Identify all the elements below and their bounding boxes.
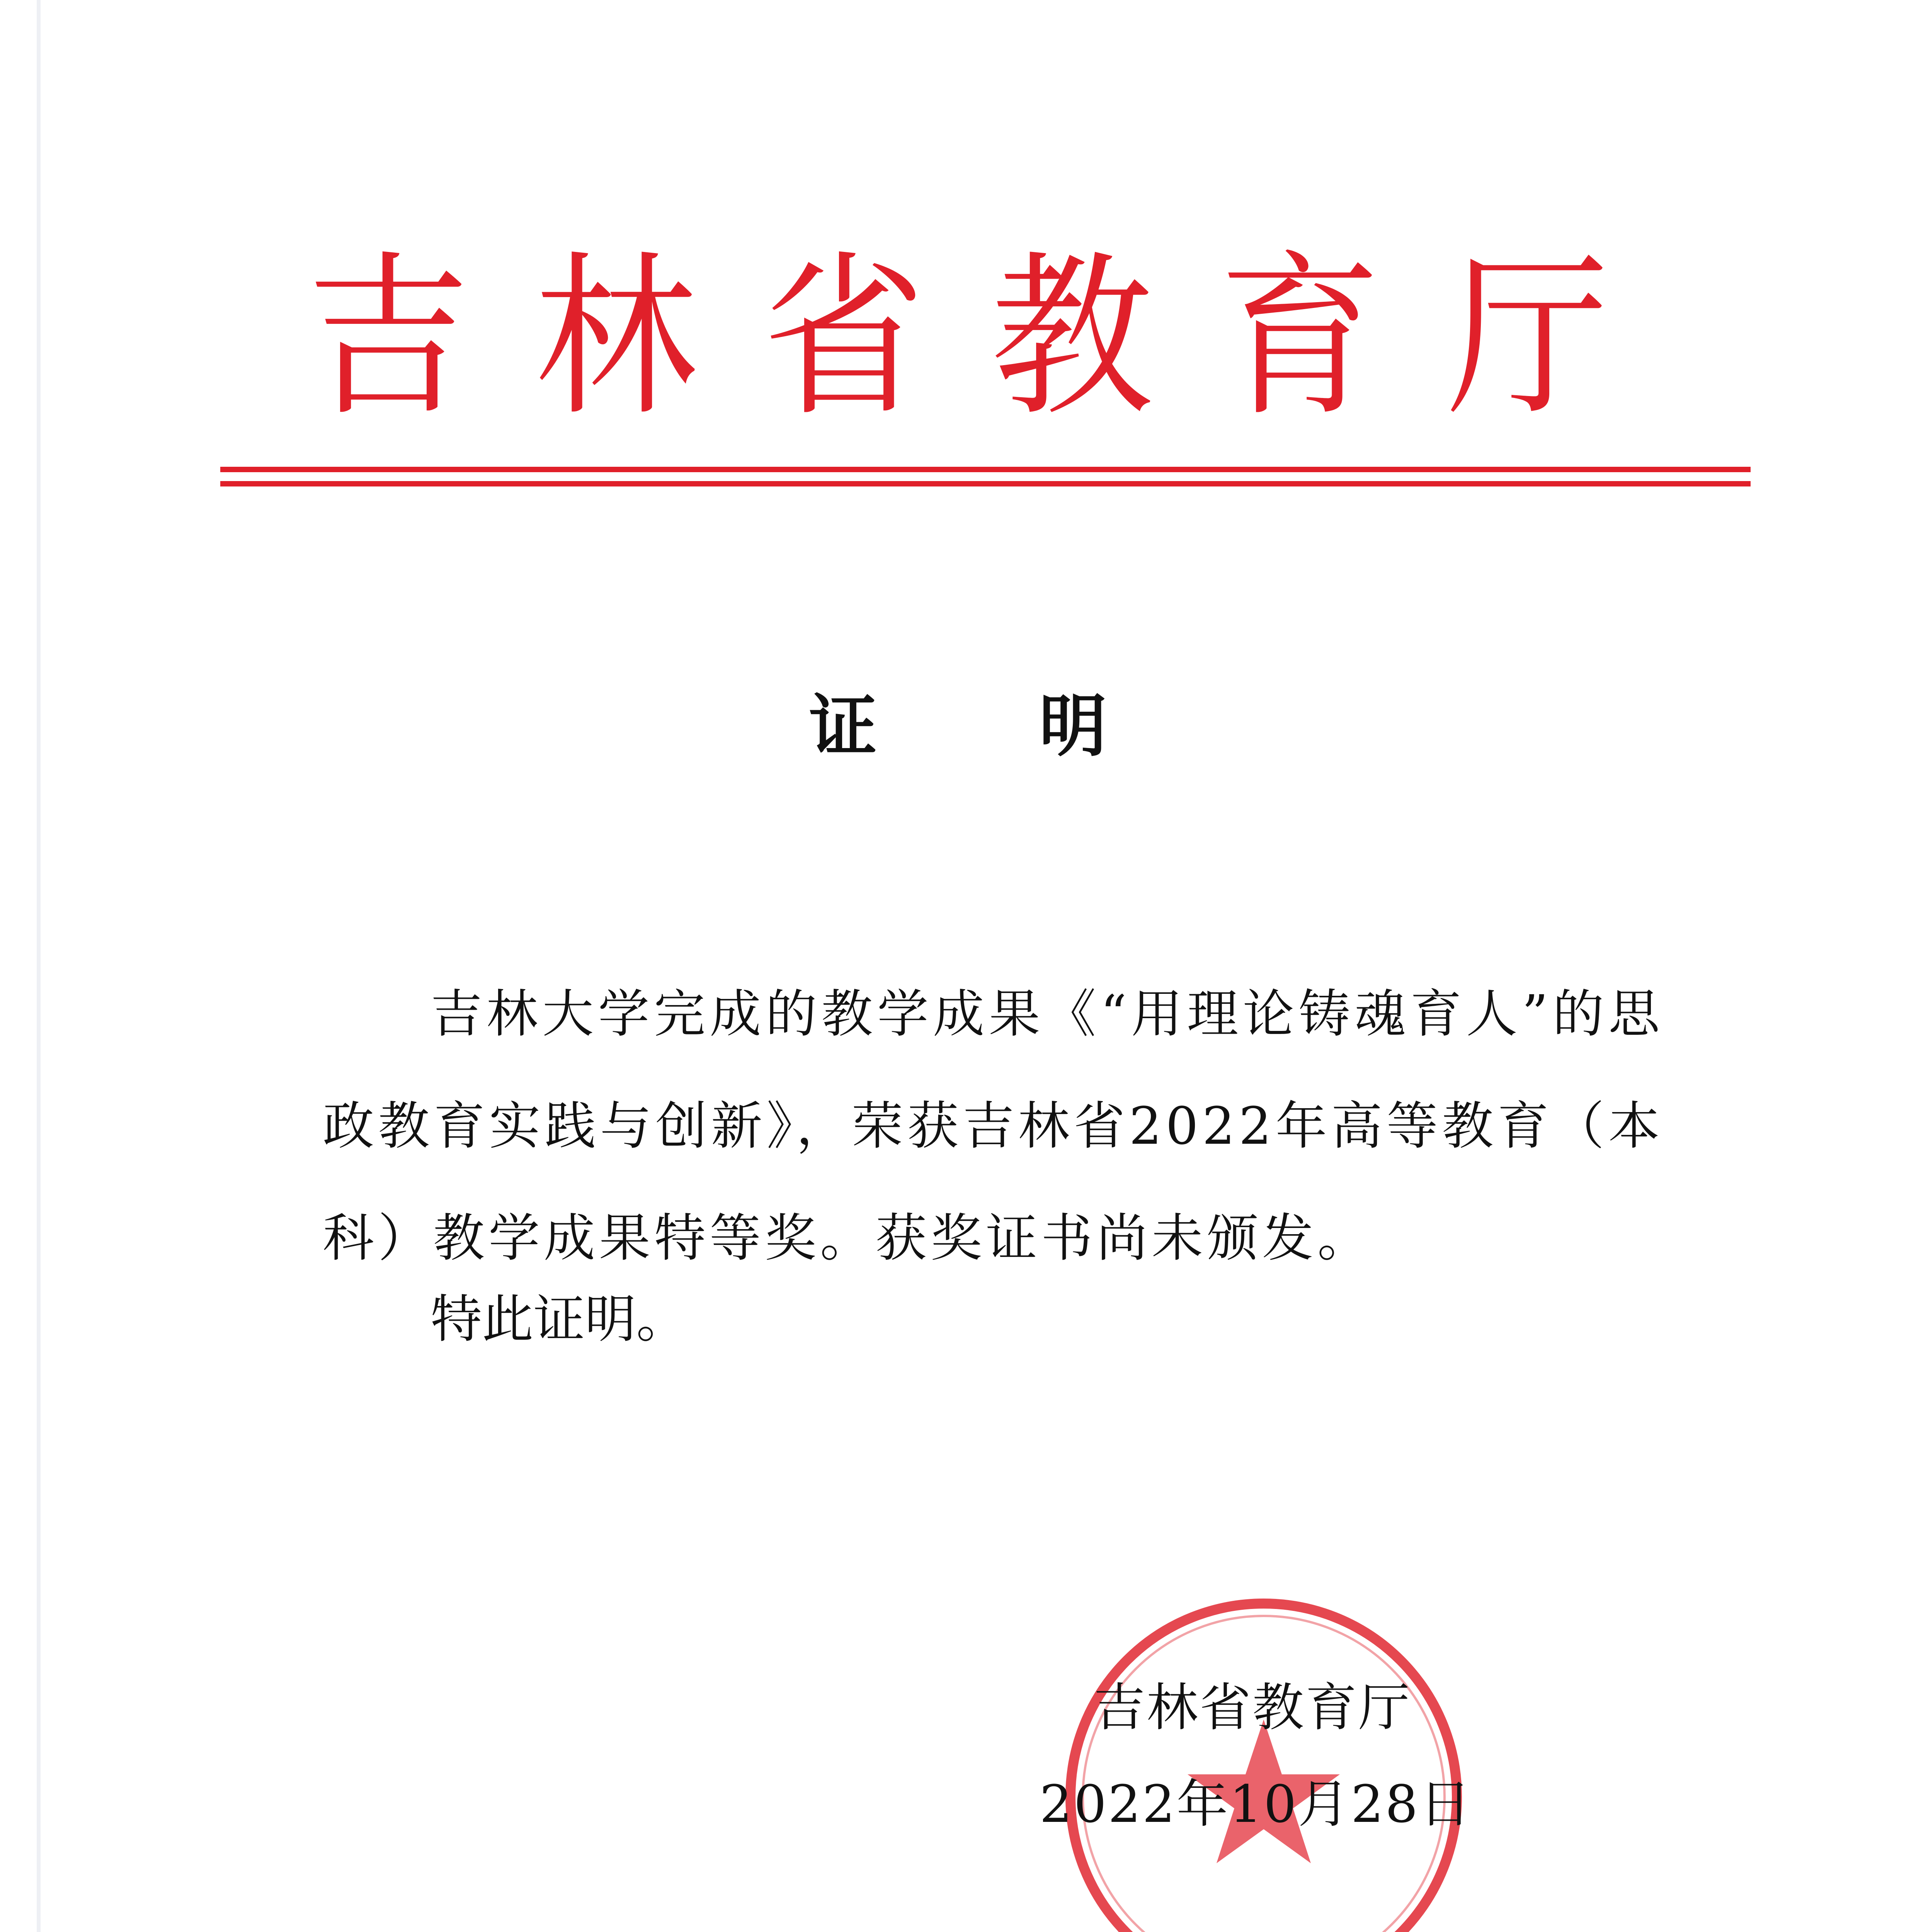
letterhead-rule-thin bbox=[220, 481, 1751, 486]
letterhead-title: 吉林省教育厅 bbox=[307, 236, 1675, 440]
official-seal bbox=[1059, 1592, 1468, 1932]
signature-date: 2022年10月28日 bbox=[1040, 1775, 1472, 1834]
body-paragraph: 吉林大学完成的教学成果《“用理论铸魂育人”的思政教育实践与创新》，荣获吉林省2022年高等教育（本科）教学成果特等奖。获奖证书尚未颁发。 bbox=[323, 985, 1664, 1268]
closing-line: 特此证明。 bbox=[431, 1290, 688, 1349]
letterhead-rule-thick bbox=[220, 467, 1751, 472]
document-title: 证明 bbox=[809, 687, 1269, 766]
signature-org: 吉林省教育厅 bbox=[1094, 1678, 1411, 1738]
document-body bbox=[323, 958, 1664, 1294]
